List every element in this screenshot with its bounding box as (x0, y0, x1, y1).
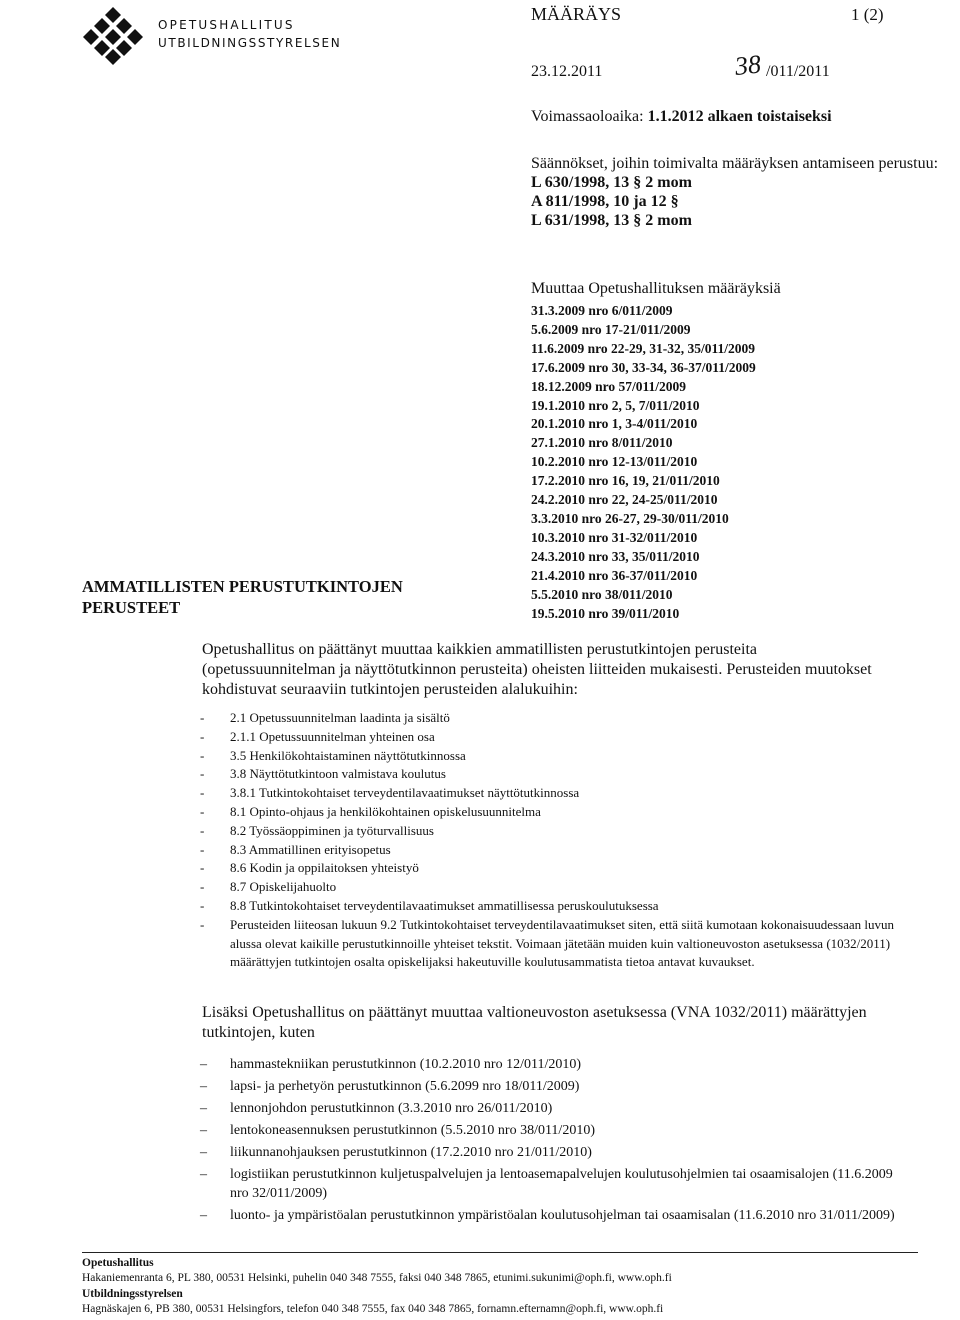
body-paragraph: Opetushallitus on päättänyt muuttaa kaikkien ammatillisten perustutkintojen perusteita (opetussuunnitelman ja näyttötutkinnon perusteita) oheisten liitteiden mukaisesti. Perusteiden muutokset kohdistuvat seuraaviin tutkintojen perusteiden alalukuihin: (202, 641, 872, 698)
document-type: MÄÄRÄYS (531, 4, 622, 24)
footer (82, 1256, 942, 1317)
page-number: 1 (2) (851, 5, 884, 24)
amended-regulation: 20.1.2010 nro 1, 3-4/011/2010 (531, 416, 698, 432)
amended-regulation: 3.3.2010 nro 26-27, 29-30/011/2010 (531, 510, 729, 526)
list-item: - 8.6 Kodin ja oppilaitoksen yhteistyö (200, 860, 419, 876)
document-number: /011/2011 (766, 63, 830, 80)
amended-regulation: 31.3.2009 nro 6/011/2009 (531, 303, 673, 318)
amended-regulation: 17.2.2010 nro 16, 19, 21/011/2010 (531, 473, 720, 489)
amended-regulation: 19.5.2010 nro 39/011/2010 (531, 605, 680, 621)
legal-basis-label: Säännökset, joihin toimivalta määräyksen antamiseen perustuu: (531, 155, 939, 172)
amended-regulation: 5.5.2010 nro 38/011/2010 (531, 586, 673, 602)
list-item: – hammastekniikan perustutkinnon (10.2.2010 nro 12/011/2010) (200, 1057, 581, 1072)
footer-divider (82, 1252, 918, 1253)
list-item: – lentokoneasennuksen perustutkinnon (5.5.2010 nro 38/011/2010) (200, 1123, 595, 1138)
list-item: - 2.1.1 Opetussuunnitelman yhteinen osa (200, 728, 435, 744)
validity-value: 1.1.2012 alkaen toistaiseksi (647, 108, 832, 125)
legal-basis (531, 154, 941, 230)
subject-line: AMMATILLISTEN PERUSTUTKINTOJEN (82, 577, 403, 596)
list-item: – lennonjohdon perustutkinnon (3.3.2010 nro 26/011/2010) (200, 1101, 553, 1116)
amended-regulation: 17.6.2009 nro 30, 33-34, 36-37/011/2009 (531, 359, 756, 375)
footer-address-sv: Hagnäskajen 6, PB 380, 00531 Helsingfors, telefon 040 348 7555, fax 040 348 7865, fornamn.efternamn@oph.fi, www.oph.fi (82, 1302, 664, 1315)
amended-regulation: 27.1.2010 nro 8/011/2010 (531, 435, 673, 451)
list-item: - 8.1 Opinto-ohjaus ja henkilökohtainen opiskelusuunnitelma (200, 803, 541, 819)
validity-label: Voimassaoloaika: (531, 108, 644, 125)
footer-address-fi: Hakaniemenranta 6, PL 380, 00531 Helsinki, puhelin 040 348 7555, faksi 040 348 7865, etunimi.sukunimi@oph.fi, www.oph.fi (82, 1272, 672, 1285)
amended-regulation: 24.3.2010 nro 33, 35/011/2010 (531, 548, 700, 564)
list-item: - 3.8 Näyttötutkintoon valmistava koulutus (200, 766, 446, 782)
list-item: - 8.2 Työssäoppiminen ja työturvallisuus (200, 822, 434, 838)
amended-regulation: 11.6.2009 nro 22-29, 31-32, 35/011/2009 (531, 340, 756, 356)
amended-regulation: 18.12.2009 nro 57/011/2009 (531, 378, 687, 394)
legal-basis-ref: A 811/1998, 10 ja 12 § (531, 193, 679, 210)
amended-regulation: 24.2.2010 nro 22, 24-25/011/2010 (531, 492, 718, 508)
degree-list (200, 1055, 900, 1228)
section-list (200, 709, 900, 972)
document-date: 23.12.2011 (531, 63, 603, 80)
body-paragraph: Lisäksi Opetushallitus on päättänyt muuttaa valtioneuvoston asetuksessa (VNA 1032/2011) määrättyjen tutkintojen, kuten (202, 1004, 867, 1041)
org-name-sv: UTBILDNINGSSTYRELSEN (158, 36, 342, 50)
footer-org-sv: Utbildningsstyrelsen (82, 1287, 183, 1300)
list-item: - 3.5 Henkilökohtaistaminen näyttötutkinnossa (200, 747, 466, 763)
amended-regulation: 21.4.2010 nro 36-37/011/2010 (531, 567, 698, 583)
amended-regulation: 5.6.2009 nro 17-21/011/2009 (531, 321, 691, 337)
list-item: – liikunnanohjauksen perustutkinnon (17.2.2010 nro 21/011/2010) (200, 1145, 592, 1160)
document-subject (82, 576, 512, 618)
list-item: – luonto- ja ympäristöalan perustutkinnon ympäristöalan koulutusohjelman tai osaamisalan (11.6.2010 nro 31/011/2009) (200, 1208, 895, 1223)
list-item: – logistiikan perustutkinnon kuljetuspalvelujen ja lentoasemapalvelujen koulutusohjelmien tai osaamisalojen (11.6.2009 nro 32/011/2009) (200, 1167, 893, 1201)
legal-basis-ref: L 631/1998, 13 § 2 mom (531, 212, 692, 229)
amended-regulations-list (531, 302, 756, 623)
list-item: - 8.3 Ammatillinen erityisopetus (200, 841, 391, 857)
legal-basis-ref: L 630/1998, 13 § 2 mom (531, 174, 692, 191)
list-item: - 2.1 Opetussuunnitelman laadinta ja sisältö (200, 710, 450, 725)
amends-label: Muuttaa Opetushallituksen määräyksiä (531, 280, 781, 297)
list-item: - 3.8.1 Tutkintokohtaiset terveydentilavaatimukset näyttötutkinnossa (200, 785, 580, 801)
amended-regulation: 19.1.2010 nro 2, 5, 7/011/2010 (531, 397, 700, 413)
validity-period (531, 108, 832, 126)
handwritten-number: 38 (733, 49, 763, 81)
opetushallitus-logo (82, 7, 144, 65)
footer-org-fi: Opetushallitus (82, 1257, 154, 1269)
list-item: - 8.8 Tutkintokohtaiset terveydentilavaatimukset ammatillisessa peruskoulutuksessa (200, 897, 659, 913)
list-item: - Perusteiden liiteosan lukuun 9.2 Tutkintokohtaiset terveydentilavaatimukset siten, että siitä kumotaan kokonaisuudessaan luvun alussa olevat kaikille perustutkinnoille yhteiset tekstit. Voimaan jätetään muiden kuin valtioneuvoston asetuksessa (1032/2011) määrättyjen tutkintojen osalta opiskelijaksi hakeutuville koulutusammatista tietoa antavat kuvaukset. (200, 916, 894, 970)
list-item: – lapsi- ja perhetyön perustutkinnon (5.6.2099 nro 18/011/2009) (200, 1079, 580, 1094)
amended-regulation: 10.3.2010 nro 31-32/011/2010 (531, 529, 698, 545)
list-item: - 8.7 Opiskelijahuolto (200, 879, 337, 895)
amended-regulation: 10.2.2010 nro 12-13/011/2010 (531, 454, 698, 470)
org-name-fi: OPETUSHALLITUS (158, 18, 295, 32)
subject-line: PERUSTEET (82, 598, 181, 617)
